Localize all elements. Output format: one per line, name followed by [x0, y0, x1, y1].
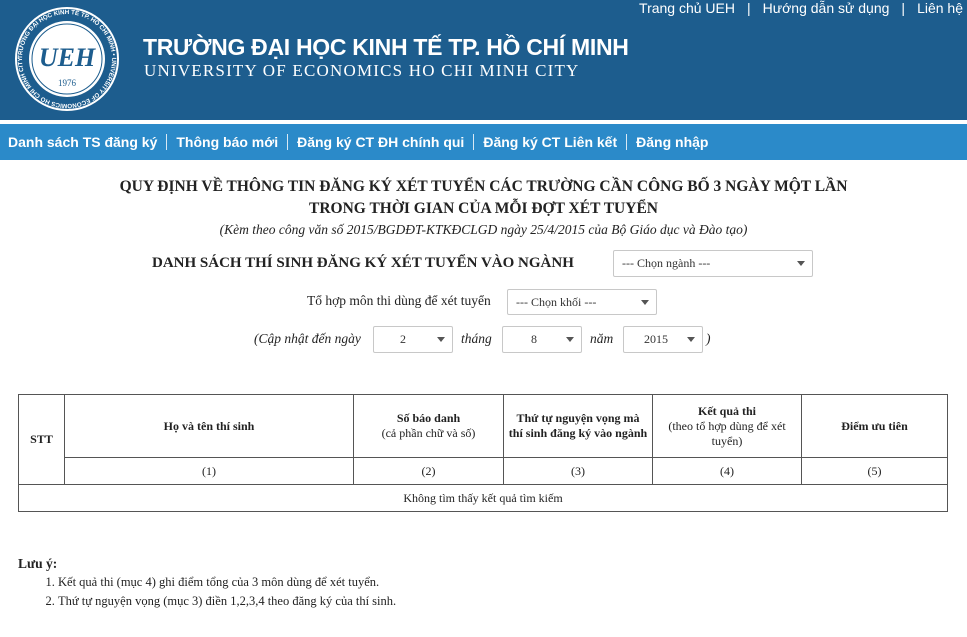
col-header-result-sub: (theo tổ hợp dùng để xét tuyển)	[668, 418, 786, 448]
notes-list	[40, 575, 396, 613]
day-select[interactable]	[373, 326, 453, 353]
page-subnote: (Kèm theo công văn số 2015/BGDĐT-KTKĐCLGD ngày 25/4/2015 của Bộ Giáo dục và Đào tạo)	[219, 222, 748, 237]
list-item: 1. Kết quả thi (mục 4) ghi điểm tổng của 3 môn dùng để xét tuyển.	[58, 575, 396, 590]
list-item: 2. Thứ tự nguyện vọng (mục 3) điền 1,2,3,4 theo đăng ký của thí sinh.	[58, 594, 396, 609]
col-header-name: Họ và tên thí sinh	[65, 395, 354, 458]
logo-ring-text: TRƯỜNG ĐẠI HỌC KINH TẾ TP. HỒ CHÍ MINH • UNIVERSITY OF ECONOMICS HO CHI MINH CITY	[16, 8, 118, 110]
chevron-down-icon	[687, 337, 695, 342]
candidate-list-label: DANH SÁCH THÍ SINH ĐĂNG KÝ XÉT TUYỂN VÀO NGÀNH	[152, 255, 574, 271]
major-select-value: --- Chọn ngành ---	[622, 256, 711, 270]
nav-item-register-joint[interactable]: Đăng ký CT Liên kết	[483, 134, 618, 150]
top-link-home[interactable]: Trang chủ UEH	[639, 0, 735, 16]
page-title-line1: QUY ĐỊNH VỀ THÔNG TIN ĐĂNG KÝ XÉT TUYỂN CÁC TRƯỜNG CẦN CÔNG BỐ 3 NGÀY MỘT LẦN	[119, 178, 848, 195]
chevron-down-icon	[797, 261, 805, 266]
col-index: (5)	[802, 458, 948, 485]
nav-separator	[626, 134, 627, 150]
logo-text: UEH	[38, 43, 96, 72]
col-index: (2)	[354, 458, 504, 485]
col-index: (4)	[653, 458, 802, 485]
top-link-separator: |	[747, 0, 751, 16]
col-index: (3)	[504, 458, 653, 485]
university-name-en: UNIVERSITY OF ECONOMICS HO CHI MINH CITY	[144, 61, 580, 80]
main-nav	[0, 124, 967, 160]
top-link-contact[interactable]: Liên hệ	[917, 0, 963, 16]
day-select-value: 2	[400, 332, 406, 346]
year-select[interactable]	[623, 326, 703, 353]
year-select-value: 2015	[644, 332, 668, 346]
col-header-priority-order: Thứ tự nguyện vọng mà thí sinh đăng ký vào ngành	[504, 395, 653, 458]
chevron-down-icon	[437, 337, 445, 342]
table-row	[19, 485, 948, 512]
col-index: (1)	[65, 458, 354, 485]
col-header-id	[354, 395, 504, 458]
top-link-separator: |	[901, 0, 906, 16]
nav-item-registration-list[interactable]: Danh sách TS đăng ký	[8, 134, 158, 150]
year-label: năm	[590, 331, 614, 346]
col-header-result	[653, 395, 802, 458]
chevron-down-icon	[566, 337, 574, 342]
col-header-id-title: Số báo danh	[396, 411, 461, 425]
update-prefix: (Cập nhật đến ngày	[254, 331, 361, 346]
major-select[interactable]	[613, 250, 813, 277]
combo-label: Tổ hợp môn thi dùng để xét tuyển	[307, 293, 491, 308]
month-label: tháng	[461, 331, 492, 346]
nav-item-register-regular[interactable]: Đăng ký CT ĐH chính qui	[297, 134, 465, 150]
update-suffix: )	[706, 331, 711, 346]
col-header-stt: STT	[19, 395, 65, 485]
results-table	[18, 394, 948, 512]
site-header	[0, 0, 967, 120]
col-header-result-title: Kết quả thi	[697, 403, 756, 418]
month-select[interactable]	[502, 326, 582, 353]
nav-separator	[287, 134, 288, 150]
col-header-id-sub: (cả phần chữ và số)	[381, 426, 476, 440]
table-index-row	[19, 458, 948, 485]
nav-separator	[473, 134, 474, 150]
top-links	[639, 0, 963, 16]
nav-item-news[interactable]: Thông báo mới	[176, 134, 279, 150]
month-select-value: 8	[531, 332, 537, 346]
logo-year: 1976	[58, 78, 76, 88]
page-title-line2: TRONG THỜI GIAN CỦA MỖI ĐỢT XÉT TUYỂN	[309, 200, 658, 217]
notes-title: Lưu ý:	[18, 556, 58, 571]
col-header-bonus: Điểm ưu tiên	[802, 395, 948, 458]
nav-separator	[166, 134, 167, 150]
university-name-vn: TRƯỜNG ĐẠI HỌC KINH TẾ TP. HỒ CHÍ MINH	[143, 34, 629, 60]
chevron-down-icon	[641, 300, 649, 305]
empty-result-message: Không tìm thấy kết quả tìm kiếm	[19, 485, 948, 512]
nav-item-login[interactable]: Đăng nhập	[636, 134, 709, 150]
combo-select[interactable]	[507, 289, 657, 315]
ueh-logo	[14, 6, 120, 112]
top-link-guide[interactable]: Hướng dẫn sử dụng	[762, 0, 890, 16]
table-header-row	[19, 395, 948, 458]
combo-select-value: --- Chọn khối ---	[516, 295, 597, 309]
